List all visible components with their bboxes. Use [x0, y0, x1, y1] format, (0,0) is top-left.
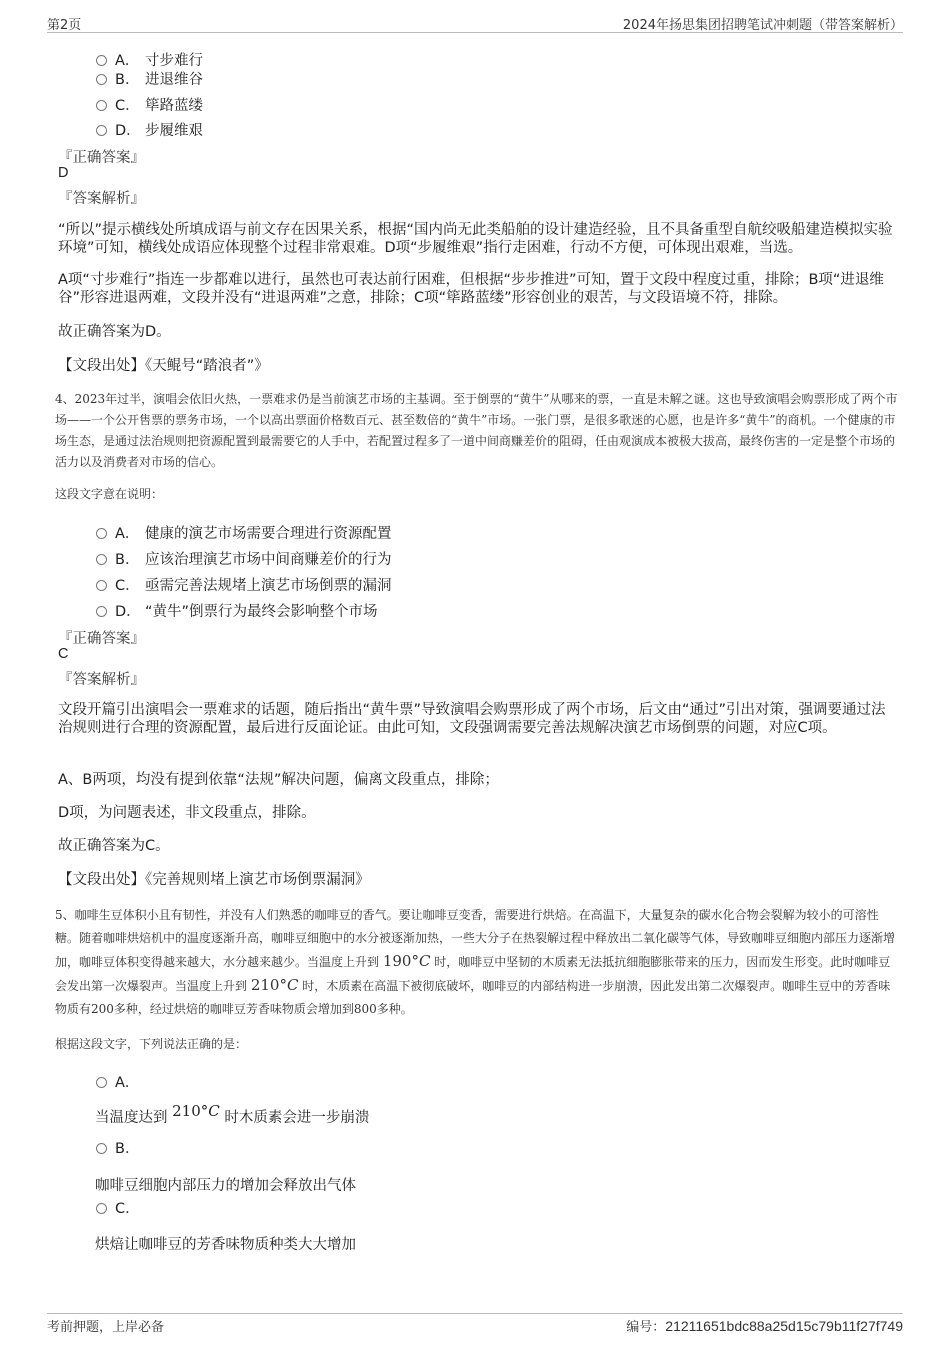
- radio-icon[interactable]: [96, 1077, 107, 1088]
- q5-option-a[interactable]: A．: [96, 1071, 139, 1092]
- q4-conclusion: 故正确答案为C。: [58, 838, 170, 854]
- q3-option-d[interactable]: D． 步履维艰: [96, 119, 203, 140]
- q5-stem: 5、咖啡生豆体积小且有韧性，并没有人们熟悉的咖啡豆的香气。要让咖啡豆变香，需要进行烘焙。在高温下，大量复杂的碳水化合物会裂解为较小的可溶性糖。随着咖啡烘焙机中的温度逐渐升高，咖啡豆细胞中的水分被逐渐加热，一些大分子在热裂解过程中释放出二氧化碳等气体，导致咖啡豆细胞内部压力逐渐增加，咖啡豆体积变得越来越大，水分越来越少。当温度上升到 190°C 时，咖啡豆中坚韧的木质素无法抵抗细胞膨胀带来的压力，因而发生形变。此时咖啡豆会发出第一次爆裂声。当温度上升到 210°C 时，木质素在高温下被彻底破坏，咖啡豆的内部结构进一步崩溃，因此发出第二次爆裂声。咖啡生豆中的芳香味物质有200多种，经过烘焙的咖啡豆芳香味物质会增加到800多种。: [55, 908, 896, 1016]
- q3-option-b[interactable]: B． 进退维谷: [96, 68, 203, 89]
- q4-answer-label: 『正确答案』: [58, 631, 145, 647]
- page-footer: [47, 1313, 903, 1338]
- q4-answer: C: [58, 646, 69, 662]
- document-title: 2024年扬思集团招聘笔试冲刺题（带答案解析）: [622, 18, 903, 33]
- q4-prompt: 这段文字意在说明：: [55, 487, 164, 501]
- q3-source: 【文段出处】《天鲲号“踏浪者”》: [58, 358, 269, 374]
- q4-analysis-p2: A、B两项，均没有提到依靠“法规”解决问题，偏离文段重点，排除；: [58, 772, 499, 788]
- footer-slogan: 考前押题，上岸必备: [47, 1320, 165, 1335]
- page-header: [47, 12, 903, 33]
- q4-source: 【文段出处】《完善规则堵上演艺市场倒票漏洞》: [58, 872, 370, 888]
- q3-answer: D: [58, 165, 69, 181]
- radio-icon[interactable]: [96, 606, 107, 617]
- temperature-190: 190°C: [382, 952, 431, 970]
- document-code: 编号：21211651bdc88a25d15c79b11f27f749: [626, 1318, 903, 1335]
- q5-option-b[interactable]: B．: [96, 1137, 139, 1158]
- q4-option-d[interactable]: D． “黄牛”倒票行为最终会影响整个市场: [96, 600, 378, 621]
- radio-icon[interactable]: [96, 580, 107, 591]
- q4-analysis-label: 『答案解析』: [58, 672, 145, 688]
- q5-option-a-text: 当温度达到 210°C 时木质素会进一步崩溃: [95, 1102, 370, 1126]
- q3-analysis-label: 『答案解析』: [58, 191, 145, 207]
- q4-analysis-p1: 文段开篇引出演唱会一票难求的话题，随后指出“黄牛票”导致演唱会购票形成了两个市场，后文由“通过”引出对策，强调要通过法治规则进行合理的资源配置，最后进行反面论证。由此可知，文段强调需要完善法规解决演艺市场倒票的问题，对应C项。: [58, 702, 886, 736]
- q5-option-b-text: 咖啡豆细胞内部压力的增加会释放出气体: [95, 1178, 356, 1194]
- q5-option-c-text: 烘焙让咖啡豆的芳香味物质种类大大增加: [95, 1237, 356, 1253]
- q4-option-c[interactable]: C． 亟需完善法规堵上演艺市场倒票的漏洞: [96, 574, 392, 595]
- radio-icon[interactable]: [96, 74, 107, 85]
- q4-option-b[interactable]: B． 应该治理演艺市场中间商赚差价的行为: [96, 548, 392, 569]
- q5-prompt: 根据这段文字，下列说法正确的是：: [55, 1037, 248, 1051]
- q4-option-a[interactable]: A． 健康的演艺市场需要合理进行资源配置: [96, 522, 392, 543]
- q3-option-a[interactable]: A． 寸步难行: [96, 49, 203, 70]
- radio-icon[interactable]: [96, 100, 107, 111]
- radio-icon[interactable]: [96, 554, 107, 565]
- q4-analysis-p3: D项，为问题表述，非文段重点，排除。: [58, 805, 316, 821]
- q3-conclusion: 故正确答案为D。: [58, 324, 171, 340]
- q5-option-c[interactable]: C．: [96, 1197, 140, 1218]
- q3-analysis-p2: A项“寸步难行”指连一步都难以进行，虽然也可表达前行困难，但根据“步步推进”可知，置于文段中程度过重，排除；B项“进退维谷”形容进退两难，文段并没有“进退两难”之意，排除；C项“筚路蓝缕”形容创业的艰苦，与文段语境不符，排除。: [58, 272, 884, 306]
- q4-stem: 4、2023年过半，演唱会依旧火热，一票难求仍是当前演艺市场的主基调。至于倒票的“黄牛”从哪来的票，一直是未解之谜。这也导致演唱会购票形成了两个市场——一个公开售票的票务市场，一个以高出票面价格数百元、甚至数倍的“黄牛”市场。一张门票，是很多歌迷的心愿，也是许多“黄牛”的商机。一个健康的市场生态，是通过法治规则把资源配置到最需要它的人手中，若配置过程多了一道中间商赚差价的阻碍，任由观演成本被极大拔高，最终伤害的一定是整个市场的活力以及消费者对市场的信心。: [55, 392, 898, 469]
- radio-icon[interactable]: [96, 1203, 107, 1214]
- radio-icon[interactable]: [96, 1143, 107, 1154]
- q3-option-c[interactable]: C． 筚路蓝缕: [96, 94, 203, 115]
- page-number: 第2页: [47, 18, 82, 33]
- q3-analysis-p1: “所以”提示横线处所填成语与前文存在因果关系，根据“国内尚无此类船舶的设计建造经验，且不具备重型自航绞吸船建造模拟实验环境”可知，横线处成语应体现整个过程非常艰难。D项“步履维艰”指行走困难，行动不方便，可体现出艰难，当选。: [58, 222, 893, 256]
- temperature-210-option: 210°C: [172, 1102, 220, 1120]
- radio-icon[interactable]: [96, 528, 107, 539]
- radio-icon[interactable]: [96, 125, 107, 136]
- temperature-210: 210°C: [250, 976, 299, 994]
- radio-icon[interactable]: [96, 55, 107, 66]
- q3-answer-label: 『正确答案』: [58, 150, 145, 166]
